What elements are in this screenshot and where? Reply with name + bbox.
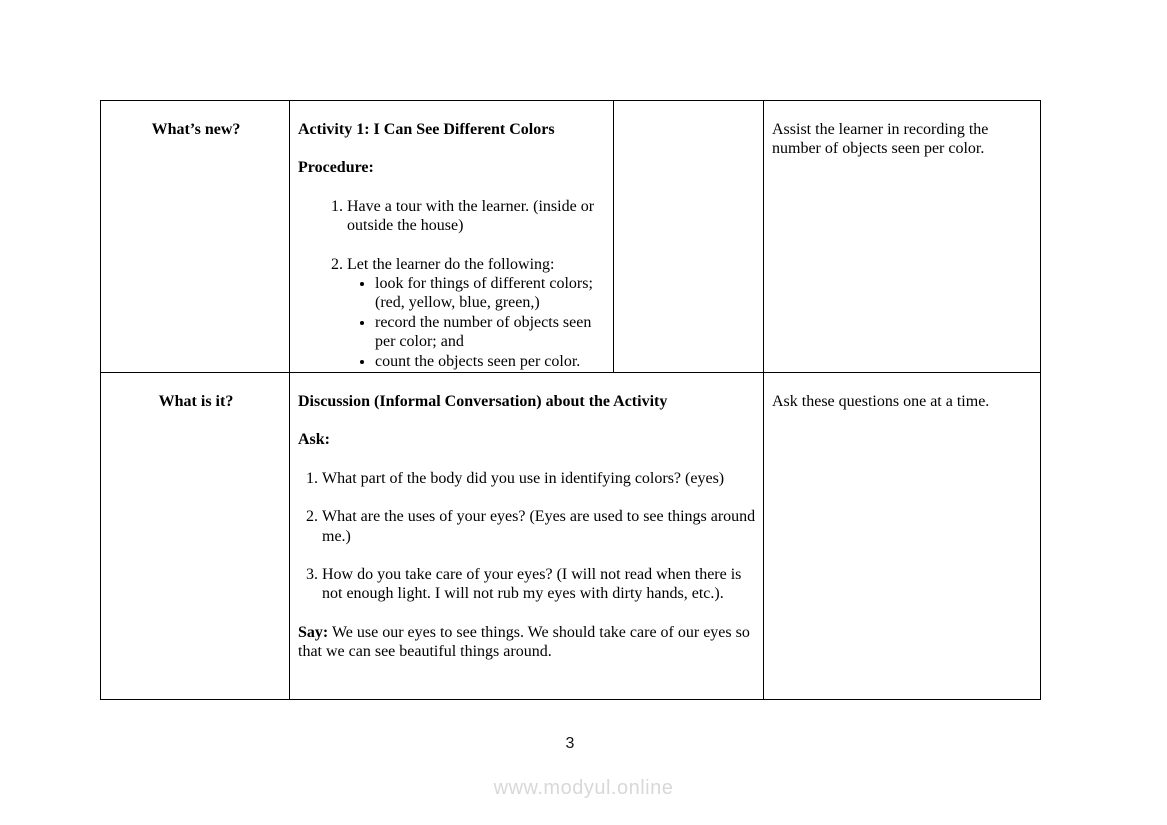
lesson-plan-table [100, 100, 1041, 700]
table-row-what-is-it [101, 373, 1041, 700]
say-paragraph [298, 623, 757, 662]
row-label: What’s new? [151, 121, 241, 138]
whats-new-label-cell [101, 101, 290, 373]
row-label: What is it? [158, 393, 234, 410]
facilitator-note-cell [764, 101, 1041, 373]
list-item: 3. How do you take care of your eyes? (I will not read when there is not enough light. I will not rub my eyes with dirty hands, etc.). [322, 565, 757, 604]
ask-label: Ask: [298, 431, 331, 449]
list-item: 1. Have a tour with the learner. (inside or outside the house) [347, 197, 607, 236]
facilitator-note-cell [764, 373, 1041, 700]
step-bullets-list [347, 274, 607, 371]
discussion-title: Discussion (Informal Conversation) about the Activity [298, 393, 668, 410]
activity-title: Activity 1: I Can See Different Colors [298, 121, 555, 138]
list-item [347, 255, 607, 371]
activity-cell [290, 101, 614, 373]
list-item: • count the objects seen per color. [375, 352, 607, 371]
facilitator-note: Assist the learner in recording the number of objects seen per color. [772, 121, 989, 158]
say-label: Say: [298, 623, 329, 641]
page-number: 3 [565, 735, 575, 752]
discussion-cell [290, 373, 764, 700]
list-item: 2. What are the uses of your eyes? (Eyes are used to see things around me.) [322, 507, 757, 546]
facilitator-note: Ask these questions one at a time. [772, 393, 990, 410]
empty-cell [614, 101, 764, 373]
what-is-it-label-cell [101, 373, 290, 700]
step-text: Let the learner do the following: [347, 255, 555, 273]
list-item: • look for things of different colors; (red, yellow, blue, green,) [375, 274, 607, 313]
table-row-whats-new [101, 101, 1041, 373]
list-item: 1. What part of the body did you use in identifying colors? (eyes) [322, 469, 757, 488]
list-item: • record the number of objects seen per color; and [375, 313, 607, 352]
say-text: We use our eyes to see things. We should take care of our eyes so that we can see beautiful things around. [298, 623, 750, 661]
watermark-link: www.modyul.online [493, 777, 674, 799]
procedure-steps-list [298, 197, 607, 371]
discussion-questions-list [298, 469, 757, 604]
procedure-label: Procedure: [298, 159, 374, 177]
